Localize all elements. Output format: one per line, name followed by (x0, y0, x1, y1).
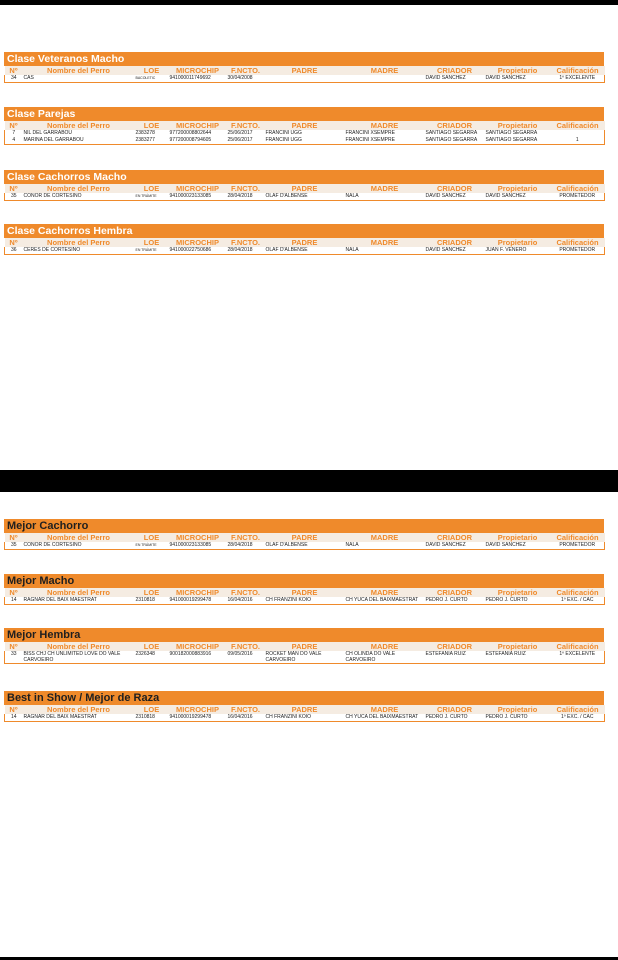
column-header: PADRE (291, 184, 318, 193)
column-header: CRIADOR (437, 533, 472, 542)
column-header: F.NCTO. (230, 121, 261, 130)
section-6 (4, 628, 604, 664)
column-header: MADRE (370, 121, 399, 130)
cell-cal: 1º EXC. / CAC (561, 714, 594, 720)
top-black-bar (0, 0, 618, 5)
column-header: LOE (143, 588, 160, 597)
column-header: Calificación (556, 642, 599, 651)
cell-padre: OLAF D'ALBENSE (265, 193, 308, 199)
column-header: Nº (9, 588, 18, 597)
column-header: Nº (9, 705, 18, 714)
cell-loe: 2310818 (135, 597, 155, 603)
section-title: Mejor Macho (4, 574, 604, 588)
cell-cal: 1º EXCELENTE (559, 75, 596, 81)
cell-name: NIL DEL GARRABOU (23, 130, 73, 136)
column-header: Nombre del Perro (47, 184, 110, 193)
column-header: PADRE (291, 66, 318, 75)
middle-black-bar (0, 470, 618, 492)
cell-name: CONOR DE CORTESINO (23, 193, 82, 199)
column-header: Nº (9, 66, 18, 75)
cell-madre: CH YUCA DEL BAIXMAESTRAT (345, 714, 419, 720)
column-header: MADRE (370, 705, 399, 714)
cell-loe: 2383277 (135, 137, 155, 143)
cell-criador: ESTEFANÍA RUIZ (425, 651, 466, 657)
column-header: CRIADOR (437, 184, 472, 193)
cell-date: 25/06/2017 (227, 130, 253, 136)
table-row (5, 597, 605, 605)
cell-loe: EN TRÁMITE (135, 248, 157, 252)
cell-cal: PROMETEDOR (559, 542, 596, 548)
cell-padre: ROCKET MAN DO VALE CARVOEIRO (265, 651, 322, 663)
column-header: Calificación (556, 533, 599, 542)
cell-no: 7 (5, 130, 23, 137)
cell-date: 25/06/2017 (227, 137, 253, 143)
cell-date: 09/05/2016 (227, 651, 253, 657)
column-header: Calificación (556, 121, 599, 130)
cell-date: 28/04/2018 (227, 542, 253, 548)
column-header: PADRE (291, 121, 318, 130)
cell-loe: EN TRÁMITE (135, 194, 157, 198)
column-header: F.NCTO. (230, 705, 261, 714)
cell-prop: PEDRO J. CURTO (485, 714, 528, 720)
cell-no: 4 (5, 137, 23, 145)
cell-padre: FRANCINI UGG (265, 137, 302, 143)
header-row (5, 588, 605, 597)
cell-loe: 2310818 (135, 714, 155, 720)
column-header: Propietario (497, 642, 538, 651)
cell-cal: 1º EXCELENTE (559, 651, 596, 657)
table-row (5, 714, 605, 722)
column-header: LOE (143, 642, 160, 651)
column-header: MICROCHIP (176, 588, 219, 597)
cell-cal (551, 130, 605, 137)
column-header: F.NCTO. (230, 642, 261, 651)
column-header: Propietario (497, 705, 538, 714)
cell-criador: PEDRO J. CURTO (425, 597, 468, 603)
table-row (5, 247, 605, 255)
cell-no: 34 (5, 75, 23, 83)
cell-chip: 900182000883916 (169, 651, 212, 657)
cell-date: 16/04/2016 (227, 714, 253, 720)
results-table (4, 121, 605, 145)
cell-no: 14 (5, 714, 23, 722)
cell-prop: DAVID SÁNCHEZ (485, 193, 526, 199)
cell-madre: FRANCINI XSEMPRE (345, 137, 395, 143)
header-row (5, 642, 605, 651)
cell-loe: 2326348 (135, 651, 155, 657)
cell-prop: SANTIAGO SEGARRA (485, 130, 538, 136)
cell-name: CERES DE CORTESINO (23, 247, 81, 253)
column-header: MICROCHIP (176, 121, 219, 130)
cell-loe: BACOLETIC (135, 76, 156, 80)
section-title: Clase Veteranos Macho (4, 52, 604, 66)
column-header: PADRE (291, 533, 318, 542)
cell-criador: DAVID SÁNCHEZ (425, 542, 466, 548)
column-header: MADRE (370, 533, 399, 542)
header-row (5, 533, 605, 542)
section-title: Mejor Cachorro (4, 519, 604, 533)
column-header: F.NCTO. (230, 533, 261, 542)
header-row (5, 238, 605, 247)
column-header: LOE (143, 705, 160, 714)
cell-date: 28/04/2018 (227, 193, 253, 199)
cell-name: CONOR DE CORTESINO (23, 542, 82, 548)
column-header: CRIADOR (437, 588, 472, 597)
column-header: Nombre del Perro (47, 533, 110, 542)
cell-prop: PEDRO J. CURTO (485, 597, 528, 603)
cell-prop: ESTEFANÍA RUIZ (485, 651, 526, 657)
column-header: PADRE (291, 238, 318, 247)
section-5 (4, 574, 604, 605)
column-header: Propietario (497, 588, 538, 597)
cell-loe: 2383278 (135, 130, 155, 136)
column-header: Nombre del Perro (47, 642, 110, 651)
cell-padre: OLAF D'ALBENSE (265, 247, 308, 253)
column-header: MICROCHIP (176, 184, 219, 193)
section-title: Clase Cachorros Macho (4, 170, 604, 184)
column-header: Nombre del Perro (47, 121, 110, 130)
column-header: MICROCHIP (176, 533, 219, 542)
results-table (4, 66, 605, 83)
column-header: Calificación (556, 184, 599, 193)
table-row (5, 130, 605, 137)
column-header: MICROCHIP (176, 66, 219, 75)
column-header: Propietario (497, 238, 538, 247)
cell-no: 35 (5, 193, 23, 201)
cell-name: CAS (23, 75, 34, 81)
section-4 (4, 519, 604, 550)
cell-criador: PEDRO J. CURTO (425, 714, 468, 720)
column-header: Nº (9, 642, 18, 651)
column-header: MADRE (370, 66, 399, 75)
column-header: MICROCHIP (176, 238, 219, 247)
cell-chip: 977200008802644 (169, 130, 212, 136)
cell-chip: 977200008794605 (169, 137, 212, 143)
cell-no: 36 (5, 247, 23, 255)
column-header: CRIADOR (437, 642, 472, 651)
column-header: Propietario (497, 533, 538, 542)
header-row (5, 705, 605, 714)
cell-name: BISS CHJ CH UNLIMITED LOVE DO VALE CARVOEIRO (23, 651, 121, 663)
header-row (5, 121, 605, 130)
cell-chip: 941000023133085 (169, 193, 212, 199)
section-3 (4, 224, 604, 255)
cell-chip: 941000019299478 (169, 714, 212, 720)
section-2 (4, 170, 604, 201)
results-table (4, 533, 605, 550)
section-0 (4, 52, 604, 83)
column-header: PADRE (291, 642, 318, 651)
cell-chip: 941000019299478 (169, 597, 212, 603)
header-row (5, 184, 605, 193)
column-header: LOE (143, 66, 160, 75)
column-header: Nº (9, 238, 18, 247)
cell-madre: FRANCINI XSEMPRE (345, 130, 395, 136)
results-table (4, 588, 605, 605)
column-header: MADRE (370, 588, 399, 597)
cell-padre: CH FRANZINI KOIO (265, 597, 312, 603)
cell-madre: CH YUCA DEL BAIXMAESTRAT (345, 597, 419, 603)
cell-prop: DAVID SÁNCHEZ (485, 542, 526, 548)
cell-madre: NALA (345, 193, 359, 199)
column-header: Calificación (556, 588, 599, 597)
cell-criador: SANTIAGO SEGARRA (425, 137, 478, 143)
cell-criador: DAVID SÁNCHEZ (425, 193, 466, 199)
column-header: MADRE (370, 642, 399, 651)
section-title: Clase Parejas (4, 107, 604, 121)
cell-padre: CH FRANZINI KOIO (265, 714, 312, 720)
column-header: PADRE (291, 705, 318, 714)
column-header: Propietario (497, 66, 538, 75)
column-header: Calificación (556, 66, 599, 75)
section-title: Clase Cachorros Hembra (4, 224, 604, 238)
table-row (5, 193, 605, 201)
results-table (4, 184, 605, 201)
column-header: Nº (9, 533, 18, 542)
cell-no: 14 (5, 597, 23, 605)
results-table (4, 705, 605, 722)
column-header: Nº (9, 121, 18, 130)
cell-no: 33 (5, 651, 23, 664)
column-header: LOE (143, 238, 160, 247)
cell-cal: 1 (575, 137, 579, 143)
section-title: Best in Show / Mejor de Raza (4, 691, 604, 705)
column-header: LOE (143, 121, 160, 130)
table-row (5, 137, 605, 145)
column-header: F.NCTO. (230, 588, 261, 597)
table-row (5, 651, 605, 664)
column-header: Nombre del Perro (47, 588, 110, 597)
column-header: Propietario (497, 184, 538, 193)
column-header: PADRE (291, 588, 318, 597)
cell-chip: 941000011749692 (169, 75, 211, 81)
cell-madre (345, 75, 425, 83)
results-table (4, 642, 605, 664)
column-header: F.NCTO. (230, 184, 261, 193)
cell-prop: DAVID SÁNCHEZ (485, 75, 526, 81)
cell-cal: PROMETEDOR (559, 247, 596, 253)
cell-name: RAGNAR DEL BAIX MAESTRAT (23, 597, 97, 603)
cell-chip: 941000023133085 (169, 542, 212, 548)
column-header: Nombre del Perro (47, 238, 110, 247)
column-header: Calificación (556, 238, 599, 247)
cell-prop: SANTIAGO SEGARRA (485, 137, 538, 143)
table-row (5, 542, 605, 550)
cell-date: 30/04/2008 (227, 75, 253, 81)
column-header: LOE (143, 533, 160, 542)
column-header: CRIADOR (437, 238, 472, 247)
cell-name: MARINA DEL GARRABOU (23, 137, 84, 143)
results-table (4, 238, 605, 255)
cell-madre: NALA (345, 247, 359, 253)
header-row (5, 66, 605, 75)
column-header: MICROCHIP (176, 642, 219, 651)
column-header: Nombre del Perro (47, 705, 110, 714)
cell-padre: FRANCINI UGG (265, 130, 302, 136)
cell-date: 16/04/2016 (227, 597, 253, 603)
cell-padre (265, 75, 345, 83)
cell-name: RAGNAR DEL BAIX MAESTRAT (23, 714, 97, 720)
cell-criador: SANTIAGO SEGARRA (425, 130, 478, 136)
column-header: Calificación (556, 705, 599, 714)
cell-criador: DAVID SÁNCHEZ (425, 75, 466, 81)
column-header: F.NCTO. (230, 238, 261, 247)
section-7 (4, 691, 604, 722)
column-header: CRIADOR (437, 121, 472, 130)
table-row (5, 75, 605, 83)
cell-prop: JUAN F. VENERO (485, 247, 527, 253)
column-header: CRIADOR (437, 66, 472, 75)
column-header: F.NCTO. (230, 66, 261, 75)
column-header: MADRE (370, 238, 399, 247)
section-title: Mejor Hembra (4, 628, 604, 642)
cell-madre: CH OLINDA DO VALE CARVOEIRO (345, 651, 396, 663)
column-header: MADRE (370, 184, 399, 193)
cell-date: 28/04/2018 (227, 247, 253, 253)
cell-padre: OLAF D'ALBENSE (265, 542, 308, 548)
cell-cal: PROMETEDOR (559, 193, 596, 199)
cell-no: 35 (5, 542, 23, 550)
section-1 (4, 107, 604, 145)
cell-madre: NALA (345, 542, 359, 548)
cell-cal: 1º EXC. / CAC (561, 597, 594, 603)
column-header: Propietario (497, 121, 538, 130)
column-header: Nombre del Perro (47, 66, 110, 75)
column-header: MICROCHIP (176, 705, 219, 714)
cell-loe: EN TRÁMITE (135, 543, 157, 547)
column-header: LOE (143, 184, 160, 193)
column-header: CRIADOR (437, 705, 472, 714)
cell-criador: DAVID SÁNCHEZ (425, 247, 466, 253)
column-header: Nº (9, 184, 18, 193)
cell-chip: 941000022750686 (169, 247, 212, 253)
